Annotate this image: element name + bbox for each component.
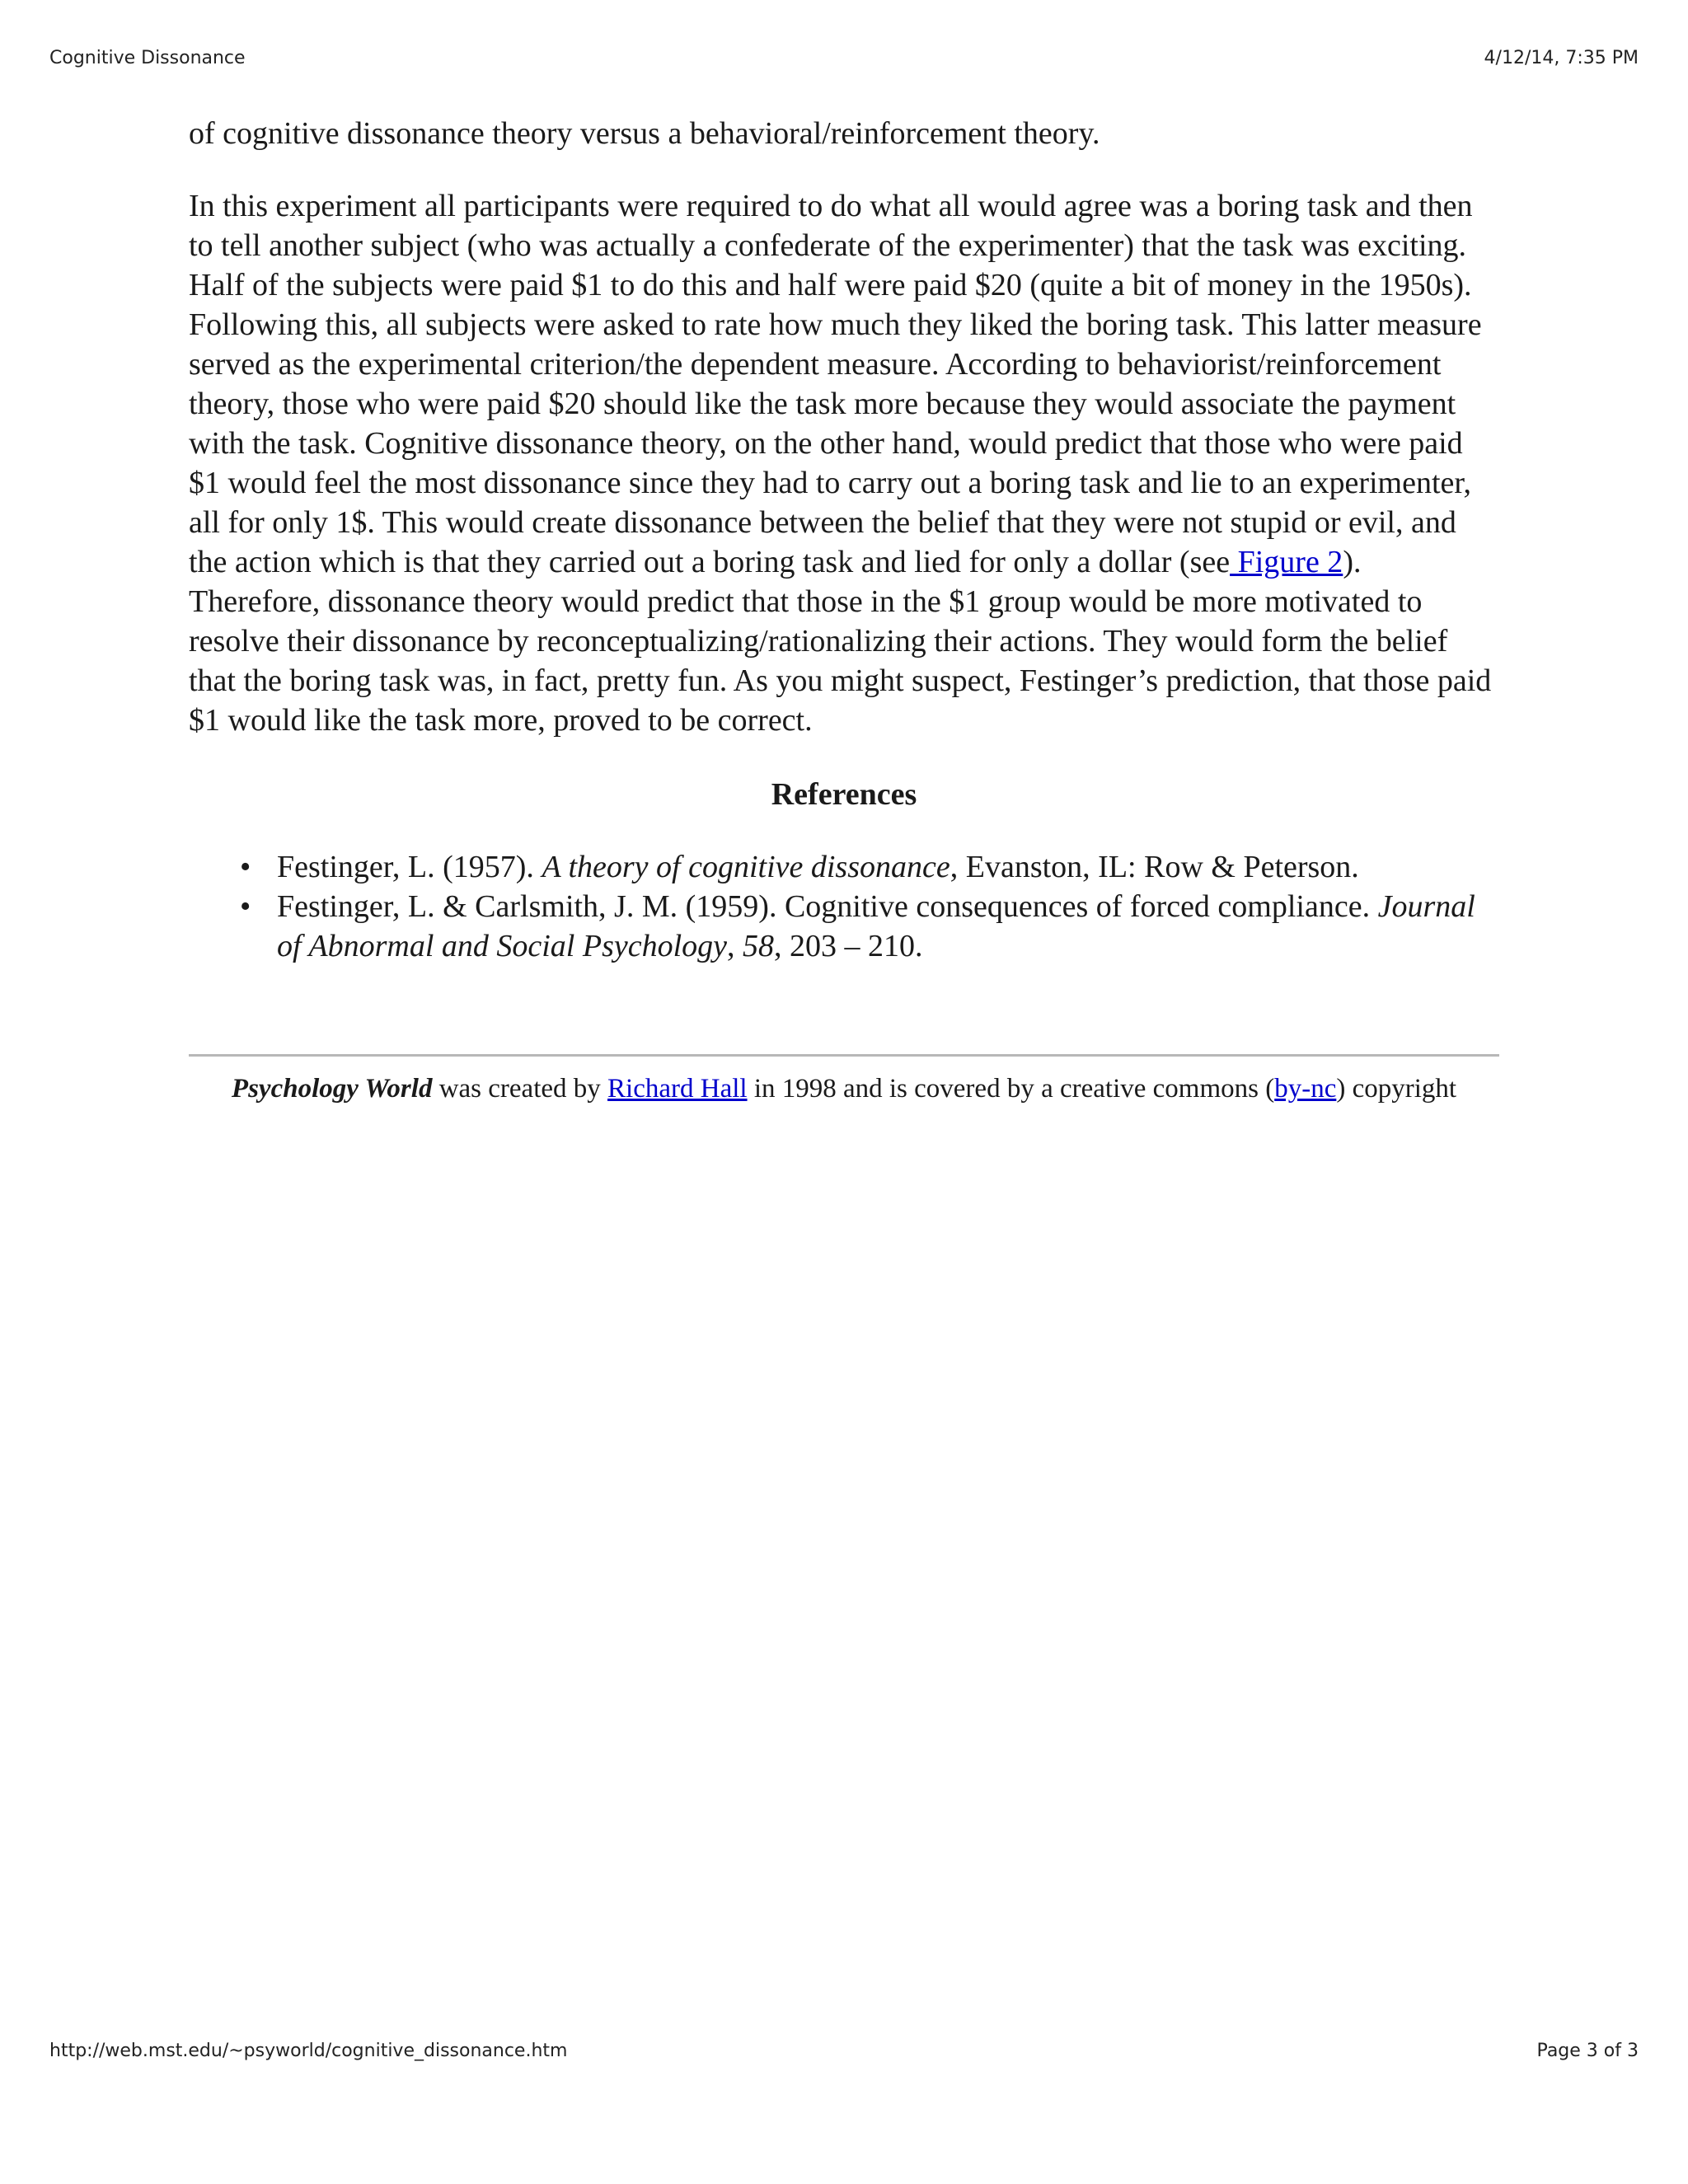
article-content (189, 114, 1499, 1106)
references-heading: References (771, 777, 917, 812)
reference-item (189, 847, 1499, 887)
site-credit (189, 1071, 1499, 1106)
credit-text-2: in 1998 and is covered by a creative commons ( (747, 1074, 1275, 1104)
paragraph-experiment-text-1: In this experiment all participants were required to do what all would agree was a boring task and then to tell another subject (who was actually a confederate of the experimenter) that the task was exciting. Half of the subjects were paid $1 to do this and half were paid $20 (quite a bit of money in the 1950s). Following this, all subjects were asked to rate how much they liked the boring task. This latter measure served as the experimental criterion/the dependent measure. According to behaviorist/reinforcement theory, those who were paid $20 should like the task more because they would associate the payment with the task. Cognitive dissonance theory, on the other hand, would predict that those who were paid $1 would feel the most dissonance since they had to carry out a boring task and lie to an experimenter, all for only 1$. This would create dissonance between the belief that they were not stupid or evil, and the action which is that they carried out a boring task and lied for only a dollar (see (189, 189, 1482, 579)
bullet-icon: • (240, 850, 251, 884)
credit-text-1: was created by (432, 1074, 608, 1104)
credit-text-3: ) copyright (1336, 1074, 1457, 1104)
reference-volume: 58 (743, 929, 775, 963)
reference-separator: , (727, 929, 743, 963)
reference-pages: , 203 – 210. (774, 929, 923, 963)
paragraph-intro: of cognitive dissonance theory versus a behavioral/reinforcement theory. (189, 116, 1100, 151)
paragraph-experiment-text-2: ). Therefore, dissonance theory would predict that those in the $1 group would be more motivated to resolve their dissonance by reconceptualizing/rationalizing their actions. They would form the belief that the boring task was, in fact, pretty fun. As you might suspect, Festinger’s prediction, that those paid $1 would like the task more, proved to be correct. (189, 545, 1492, 738)
reference-text: Festinger, L. (1957). (277, 850, 542, 884)
print-footer (49, 2041, 1639, 2061)
reference-journal-title: Journal of Abnormal and Social Psychology (277, 889, 1475, 963)
reference-text: Festinger, L. & Carlsmith, J. M. (1959). Cognitive consequences of forced compliance. (277, 889, 1378, 924)
print-header-datetime: 4/12/14, 7:35 PM (1484, 48, 1639, 68)
print-footer-url: http://web.mst.edu/~psyworld/cognitive_dissonance.htm (49, 2041, 568, 2061)
site-brand: Psychology World (231, 1074, 433, 1104)
bullet-icon: • (240, 889, 251, 924)
reference-item (189, 887, 1499, 966)
license-link[interactable]: by-nc (1274, 1074, 1337, 1104)
paragraph-experiment (189, 186, 1499, 740)
print-header-title: Cognitive Dissonance (49, 48, 246, 68)
author-link[interactable]: Richard Hall (607, 1074, 748, 1104)
footer-divider (189, 1054, 1499, 1057)
references-list (189, 847, 1499, 966)
print-footer-page: Page 3 of 3 (1536, 2041, 1639, 2061)
print-header (49, 48, 1639, 68)
figure-2-link[interactable]: Figure 2 (1230, 545, 1343, 579)
reference-book-title: A theory of cognitive dissonance (542, 850, 950, 884)
reference-publisher: , Evanston, IL: Row & Peterson. (950, 850, 1359, 884)
